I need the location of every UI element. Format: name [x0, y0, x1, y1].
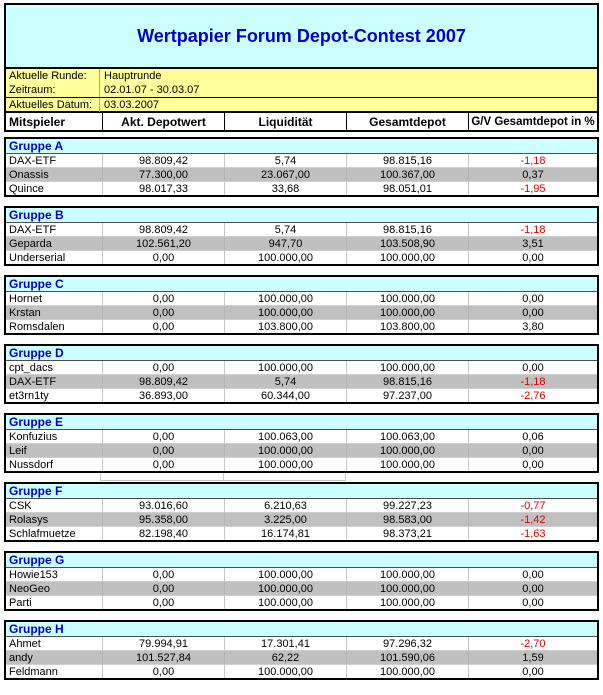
player-name-cell: Hornet — [9, 292, 43, 305]
player-row — [6, 637, 597, 650]
title-band — [6, 5, 597, 67]
player-row — [6, 443, 597, 457]
gv-cell: -2,76 — [468, 389, 597, 402]
player-name-cell: Krstan — [9, 306, 41, 319]
liquiditaet-cell: 100.000,00 — [224, 582, 346, 595]
depotwert-cell: 98.809,42 — [102, 223, 224, 236]
liquiditaet-cell: 100.000,00 — [224, 568, 346, 581]
player-row — [6, 361, 597, 374]
gv-cell: -1,95 — [468, 182, 597, 195]
player-name-cell: DAX-ETF — [9, 223, 57, 236]
depotwert-cell: 79.994,91 — [102, 637, 224, 650]
player-row — [6, 305, 597, 319]
depotwert-cell: 0,00 — [102, 320, 224, 333]
liquiditaet-cell: 100.063,00 — [224, 430, 346, 443]
depotwert-cell: 98.017,33 — [102, 182, 224, 195]
player-name-cell: Onassis — [9, 168, 49, 181]
gv-cell: -1,18 — [468, 154, 597, 167]
gv-cell: 3,51 — [468, 237, 597, 250]
depotwert-cell: 82.198,40 — [102, 527, 224, 540]
gesamtdepot-cell: 98.815,16 — [346, 375, 468, 388]
liquiditaet-cell: 100.000,00 — [224, 306, 346, 319]
gv-cell: 0,00 — [468, 306, 597, 319]
gesamtdepot-cell: 98.051,01 — [346, 182, 468, 195]
liquiditaet-cell: 3.225,00 — [224, 513, 346, 526]
depotwert-cell: 0,00 — [102, 568, 224, 581]
table-column-header — [6, 111, 597, 130]
depotwert-cell: 0,00 — [102, 665, 224, 678]
player-row — [6, 512, 597, 526]
liquiditaet-cell: 5,74 — [224, 375, 346, 388]
depotwert-cell: 0,00 — [102, 458, 224, 471]
group-block — [4, 620, 599, 680]
gesamtdepot-cell: 100.000,00 — [346, 361, 468, 374]
gesamtdepot-cell: 100.000,00 — [346, 596, 468, 609]
liquiditaet-cell: 33,68 — [224, 182, 346, 195]
gesamtdepot-cell: 101.590,06 — [346, 651, 468, 664]
gesamtdepot-cell: 103.508,90 — [346, 237, 468, 250]
player-name-cell: DAX-ETF — [9, 375, 57, 388]
player-row — [6, 181, 597, 195]
info-value-runde: Hauptrunde — [104, 70, 162, 82]
gesamtdepot-cell: 103.800,00 — [346, 320, 468, 333]
depotwert-cell: 95.358,00 — [102, 513, 224, 526]
gv-cell: 0,06 — [468, 430, 597, 443]
gesamtdepot-cell: 100.000,00 — [346, 665, 468, 678]
gv-cell: 0,00 — [468, 458, 597, 471]
player-row — [6, 650, 597, 664]
group-block — [4, 482, 599, 542]
gv-cell: 0,00 — [468, 444, 597, 457]
player-name-cell: Underserial — [9, 251, 66, 264]
groups-container — [4, 137, 599, 680]
gesamtdepot-cell: 100.000,00 — [346, 292, 468, 305]
group-header: Gruppe F — [6, 484, 597, 499]
gv-cell: 1,59 — [468, 651, 597, 664]
liquiditaet-cell: 100.000,00 — [224, 361, 346, 374]
player-name-cell: NeoGeo — [9, 582, 50, 595]
player-row — [6, 457, 597, 471]
column-header-mitspieler: Mitspieler — [9, 114, 66, 129]
gv-cell: -2,70 — [468, 637, 597, 650]
depotwert-cell: 0,00 — [102, 306, 224, 319]
info-row-datum — [6, 97, 597, 111]
gv-cell: 0,00 — [468, 665, 597, 678]
gesamtdepot-cell: 98.815,16 — [346, 223, 468, 236]
depotwert-cell: 0,00 — [102, 430, 224, 443]
group-header: Gruppe D — [6, 346, 597, 361]
player-row — [6, 595, 597, 609]
group-block — [4, 413, 599, 473]
group-header: Gruppe H — [6, 622, 597, 637]
liquiditaet-cell: 100.000,00 — [224, 292, 346, 305]
artifact-segment — [100, 473, 223, 481]
group-block — [4, 206, 599, 266]
gesamtdepot-cell: 100.000,00 — [346, 444, 468, 457]
depotwert-cell: 101.527,84 — [102, 651, 224, 664]
group-header: Gruppe A — [6, 139, 597, 154]
gv-cell: 0,00 — [468, 292, 597, 305]
group-header: Gruppe B — [6, 208, 597, 223]
column-header-depotwert: Akt. Depotwert — [102, 113, 224, 130]
page-title: Wertpapier Forum Depot-Contest 2007 — [137, 25, 466, 46]
column-header-gv-prozent: G/V Gesamtdepot in % — [468, 113, 597, 130]
info-panel — [6, 67, 597, 111]
group-block — [4, 551, 599, 611]
liquiditaet-cell: 5,74 — [224, 154, 346, 167]
player-row — [6, 374, 597, 388]
player-name-cell: Romsdalen — [9, 320, 65, 333]
gesamtdepot-cell: 100.000,00 — [346, 582, 468, 595]
player-name-cell: DAX-ETF — [9, 154, 57, 167]
gv-cell: 0,00 — [468, 582, 597, 595]
depotwert-cell: 93.016,60 — [102, 499, 224, 512]
gv-cell: 0,37 — [468, 168, 597, 181]
gesamtdepot-cell: 100.000,00 — [346, 458, 468, 471]
liquiditaet-cell: 60.344,00 — [224, 389, 346, 402]
liquiditaet-cell: 100.000,00 — [224, 251, 346, 264]
contest-header-block — [4, 3, 599, 132]
player-name-cell: Konfuzius — [9, 430, 58, 443]
gesamtdepot-cell: 100.000,00 — [346, 568, 468, 581]
player-name-cell: Parti — [9, 596, 32, 609]
info-label-datum: Aktuelles Datum: — [6, 98, 100, 112]
group-header: Gruppe G — [6, 553, 597, 568]
player-name-cell: andy — [9, 651, 33, 664]
gv-cell: 0,00 — [468, 251, 597, 264]
depotwert-cell: 0,00 — [102, 444, 224, 457]
group-header: Gruppe C — [6, 277, 597, 292]
player-name-cell: cpt_dacs — [9, 361, 54, 374]
gesamtdepot-cell: 100.000,00 — [346, 251, 468, 264]
player-name-cell: Feldmann — [9, 665, 58, 678]
depotwert-cell: 98.809,42 — [102, 154, 224, 167]
player-row — [6, 499, 597, 512]
player-row — [6, 430, 597, 443]
player-row — [6, 250, 597, 264]
info-label-zeitraum: Zeitraum: — [6, 83, 100, 97]
liquiditaet-cell: 100.000,00 — [224, 458, 346, 471]
gesamtdepot-cell: 98.815,16 — [346, 154, 468, 167]
player-name-cell: Quince — [9, 182, 44, 195]
player-row — [6, 581, 597, 595]
group-header: Gruppe E — [6, 415, 597, 430]
info-row-zeitraum — [6, 83, 597, 97]
depotwert-cell: 98.809,42 — [102, 375, 224, 388]
depotwert-cell: 36.893,00 — [102, 389, 224, 402]
player-row — [6, 223, 597, 236]
column-header-liquiditaet: Liquidität — [224, 113, 346, 130]
depotwert-cell: 0,00 — [102, 251, 224, 264]
player-row — [6, 154, 597, 167]
player-name-cell: Leif — [9, 444, 27, 457]
gv-cell: -1,18 — [468, 223, 597, 236]
gv-cell: 3,80 — [468, 320, 597, 333]
gesamtdepot-cell: 97.237,00 — [346, 389, 468, 402]
liquiditaet-cell: 100.000,00 — [224, 665, 346, 678]
liquiditaet-cell: 23.067,00 — [224, 168, 346, 181]
column-header-gesamtdepot: Gesamtdepot — [346, 113, 468, 130]
liquiditaet-cell: 947,70 — [224, 237, 346, 250]
player-name-cell: Nussdorf — [9, 458, 54, 471]
liquiditaet-cell: 103.800,00 — [224, 320, 346, 333]
player-row — [6, 664, 597, 678]
player-row — [6, 526, 597, 540]
gv-cell: 0,00 — [468, 568, 597, 581]
empty-cell-border-artifact — [4, 473, 599, 482]
player-row — [6, 568, 597, 581]
depotwert-cell: 77.300,00 — [102, 168, 224, 181]
player-name-cell: Schlafmuetze — [9, 527, 76, 540]
gv-cell: -0,77 — [468, 499, 597, 512]
gv-cell: -1,18 — [468, 375, 597, 388]
depotwert-cell: 102.561,20 — [102, 237, 224, 250]
depotwert-cell: 0,00 — [102, 596, 224, 609]
group-block — [4, 344, 599, 404]
player-row — [6, 236, 597, 250]
info-label-runde: Aktuelle Runde: — [6, 69, 100, 83]
group-block — [4, 137, 599, 197]
gv-cell: -1,42 — [468, 513, 597, 526]
liquiditaet-cell: 100.000,00 — [224, 596, 346, 609]
info-row-runde — [6, 69, 597, 83]
liquiditaet-cell: 16.174,81 — [224, 527, 346, 540]
liquiditaet-cell: 5,74 — [224, 223, 346, 236]
info-value-datum: 03.03.2007 — [104, 98, 160, 111]
gesamtdepot-cell: 97.296,32 — [346, 637, 468, 650]
liquiditaet-cell: 6.210,63 — [224, 499, 346, 512]
gesamtdepot-cell: 100.367,00 — [346, 168, 468, 181]
gesamtdepot-cell: 98.583,00 — [346, 513, 468, 526]
group-block — [4, 275, 599, 335]
liquiditaet-cell: 17.301,41 — [224, 637, 346, 650]
liquiditaet-cell: 100.000,00 — [224, 444, 346, 457]
depotwert-cell: 0,00 — [102, 292, 224, 305]
player-name-cell: et3rn1ty — [9, 389, 49, 402]
gesamtdepot-cell: 98.373,21 — [346, 527, 468, 540]
player-row — [6, 319, 597, 333]
gv-cell: 0,00 — [468, 596, 597, 609]
player-name-cell: Geparda — [9, 237, 52, 250]
info-value-zeitraum: 02.01.07 - 30.03.07 — [104, 84, 200, 96]
player-row — [6, 167, 597, 181]
gv-cell: -1,63 — [468, 527, 597, 540]
player-name-cell: Howie153 — [9, 568, 58, 581]
liquiditaet-cell: 62,22 — [224, 651, 346, 664]
gesamtdepot-cell: 100.063,00 — [346, 430, 468, 443]
gesamtdepot-cell: 100.000,00 — [346, 306, 468, 319]
depotwert-cell: 0,00 — [102, 361, 224, 374]
depotwert-cell: 0,00 — [102, 582, 224, 595]
artifact-segment — [223, 473, 346, 481]
player-name-cell: Rolasys — [9, 513, 49, 526]
player-row — [6, 388, 597, 402]
player-name-cell: Ahmet — [9, 637, 41, 650]
player-row — [6, 292, 597, 305]
player-name-cell: CSK — [9, 499, 32, 512]
gv-cell: 0,00 — [468, 361, 597, 374]
gesamtdepot-cell: 99.227,23 — [346, 499, 468, 512]
